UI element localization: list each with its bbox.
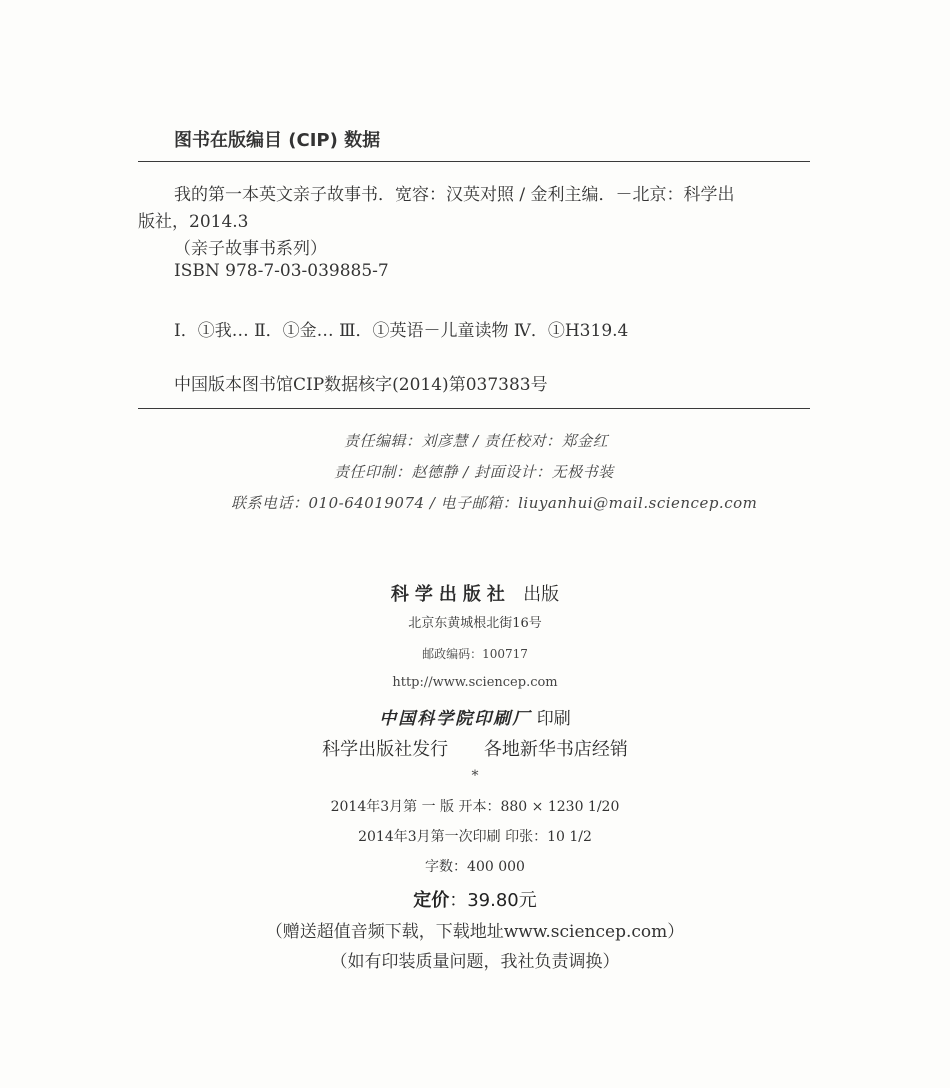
cip-heading: 图书在版编目 (CIP) 数据 [174,130,381,151]
cip-publisher-line: 版社，2014.3 [138,212,249,232]
publisher-address: 北京东黄城根北街16号 [408,616,542,631]
separator-asterisk: * [471,768,479,784]
distribution-line: 科学出版社发行 各地新华书店经销 [322,739,628,760]
publisher-name: 科学出版社 [390,584,511,605]
credits-production: 责任印制：赵德静 / 封面设计：无极书装 [334,463,614,481]
printing-sheets: 2014年3月第一次印刷 印张：10 1/2 [358,829,592,845]
bottom-divider [138,408,810,409]
bonus-download-note: （赠送超值音频下载，下载地址www.sciencep.com） [265,922,685,942]
edition-format: 2014年3月第 一 版 开本：880 × 1230 1/20 [330,799,620,815]
credits-editors: 责任编辑：刘彦慧 / 责任校对：郑金红 [344,432,609,450]
quality-note: （如有印装质量问题，我社负责调换） [330,952,620,972]
printer-name: 中国科学院印刷厂 [379,709,532,729]
price-value: ：39.80元 [449,890,537,911]
cip-classification: Ⅰ．①我… Ⅱ．①金… Ⅲ．①英语－儿童读物 Ⅳ．①H319.4 [174,321,629,341]
word-count: 字数：400 000 [425,859,525,875]
cip-record-number: 中国版本图书馆CIP数据核字(2014)第037383号 [174,375,548,395]
top-divider [138,161,810,162]
price-label: 定价 [413,890,450,911]
printer-suffix: 印刷 [536,709,571,729]
cip-title-line: 我的第一本英文亲子故事书．宽容：汉英对照 / 金利主编．－北京：科学出 [174,185,735,205]
credits-contact: 联系电话：010-64019074 / 电子邮箱：liuyanhui@mail.sciencep.com [231,494,758,512]
publisher-url: http://www.sciencep.com [392,675,558,690]
cip-series-line: （亲子故事书系列） [174,239,327,259]
publisher-line [0,580,950,606]
publisher-suffix: 出版 [523,584,560,605]
printer-line [0,704,950,729]
price-line [0,886,950,912]
publisher-postcode: 邮政编码：100717 [422,647,528,661]
cip-isbn: ISBN 978-7-03-039885-7 [174,261,389,281]
